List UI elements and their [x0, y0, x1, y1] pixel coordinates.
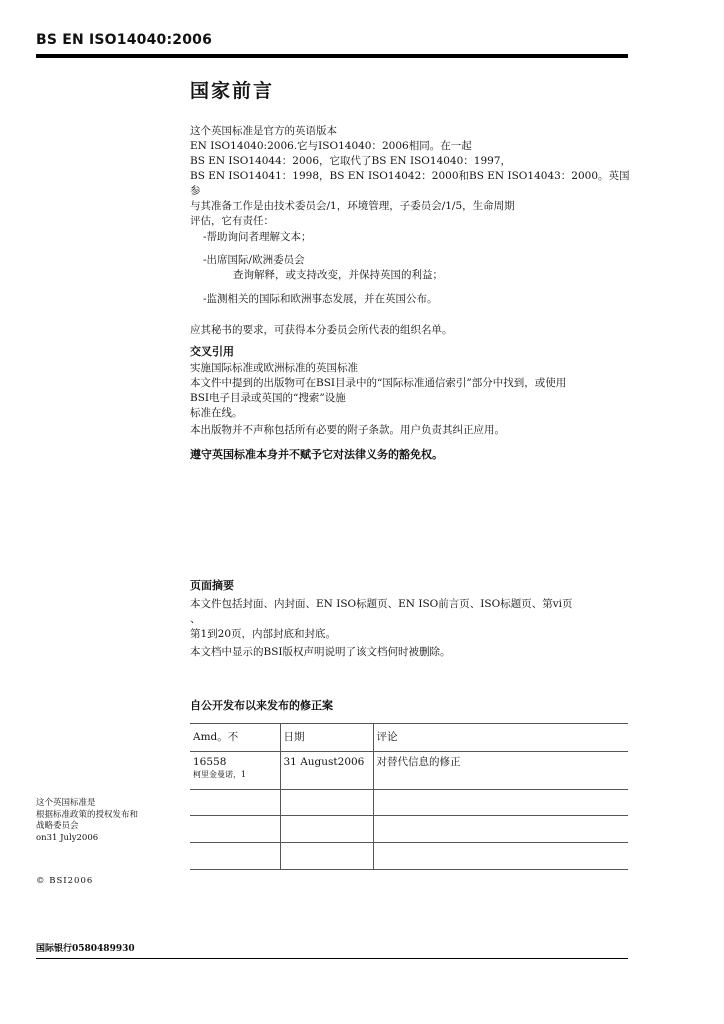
table-header-row: [190, 724, 628, 752]
summary-line: 本文档中显示的BSI版权声明说明了该文档何时被删除。: [190, 646, 451, 658]
amendment-comment: 对替代信息的修正: [376, 756, 461, 768]
summary-heading: 页面摘要: [190, 579, 234, 592]
table-cell: [280, 752, 373, 790]
amendments-table: [190, 723, 628, 870]
intro-line: 这个英国标准是官方的英语版本: [190, 125, 337, 137]
table-cell: [190, 752, 280, 790]
table-row: [190, 843, 628, 870]
amendment-sub-note: 柯里金曼诺，1: [193, 770, 247, 779]
document-id-header: BS EN ISO14040:2006: [36, 32, 213, 48]
column-header-comment: [373, 724, 628, 752]
amendment-date: 31 August2006: [283, 756, 365, 768]
publication-note-line: 根据标准政策的授权发布和: [36, 809, 139, 820]
table-row: [190, 790, 628, 816]
responsibility-item: -帮助询问者理解文本；: [203, 231, 312, 243]
summary-line: 本文件包括封面、内封面、EN ISO标题页、EN ISO前言页、ISO标题页、第vi页: [190, 598, 573, 610]
table-row: [190, 752, 628, 790]
amendment-number: 16558: [193, 756, 227, 768]
table-cell: [373, 816, 628, 843]
table-cell: [373, 752, 628, 790]
copyright-notice: © BSI2006: [36, 876, 94, 886]
table-cell: [280, 816, 373, 843]
table-cell: [280, 790, 373, 816]
header-text: Amd。不: [193, 731, 239, 743]
table-cell: [190, 790, 280, 816]
amendments-heading: 自公开发布以来发布的修正案: [190, 699, 333, 712]
table-cell: [373, 790, 628, 816]
intro-line: 与其准备工作是由技术委员会/1，环境管理，子委员会/1/5，生命周期: [190, 200, 515, 212]
responsibility-item-continuation: 查询解释，或支持改变，并保持英国的利益；: [233, 269, 443, 281]
column-header-date: [280, 724, 373, 752]
cross-reference-body: [190, 361, 630, 438]
table-cell: [280, 843, 373, 870]
legal-compliance-statement: 遵守英国标准本身并不赋予它对法律义务的豁免权。: [190, 448, 443, 461]
publication-note-line: on31 July2006: [36, 832, 99, 843]
cross-reference-line: 实施国际标准或欧洲标准的英国标准: [190, 362, 358, 374]
table-row: [190, 816, 628, 843]
amendments-table-wrapper: [190, 723, 628, 870]
header-text: 日期: [283, 731, 305, 743]
summary-line: 、: [190, 613, 201, 625]
table-cell: [190, 843, 280, 870]
footer-id: 国际银行0580489930: [36, 944, 135, 954]
cross-reference-line: 本出版物并不声称包括所有必要的附子条款。用户负责其纠正应用。: [190, 424, 505, 436]
footer-rule: [36, 958, 628, 959]
intro-line: EN ISO14040:2006.它与ISO14040：2006相同。在一起: [190, 140, 472, 152]
table-cell: [373, 843, 628, 870]
intro-line: BS EN ISO14041：1998，BS EN ISO14042：2000和BS EN ISO14043：2000。英国参: [190, 170, 630, 197]
responsibility-item: -监测相关的国际和欧洲事态发展，并在英国公布。: [203, 293, 438, 305]
summary-line: 第1到20页，内部封底和封底。: [190, 628, 337, 640]
cross-reference-line: BSI电子目录或英国的“搜索”设施: [190, 392, 346, 404]
summary-body: [190, 597, 630, 660]
publication-note-line: 这个英国标准是: [36, 798, 96, 808]
publication-note: [36, 798, 166, 844]
cross-reference-line: 本文件中提到的出版物可在BSI目录中的“国际标准通信索引”部分中找到，或使用: [190, 377, 567, 389]
page-title: 国家前言: [190, 80, 275, 102]
committee-note: 应其秘书的要求，可获得本分委员会所代表的组织名单。: [190, 324, 453, 336]
intro-line: 评估，它有责任：: [190, 215, 274, 227]
cross-reference-heading: 交叉引用: [190, 345, 234, 358]
cross-reference-line: 标准在线。: [190, 407, 243, 419]
responsibility-item: -出席国际/欧洲委员会: [203, 254, 305, 266]
column-header-amendment-no: [190, 724, 280, 752]
publication-note-line: 战略委员会: [36, 821, 79, 831]
table-cell: [190, 816, 280, 843]
intro-line: BS EN ISO14044：2006，它取代了BS EN ISO14040：1997，: [190, 155, 512, 167]
header-text: 评论: [376, 731, 398, 743]
header-rule: [36, 54, 628, 58]
intro-paragraph: [190, 124, 630, 229]
